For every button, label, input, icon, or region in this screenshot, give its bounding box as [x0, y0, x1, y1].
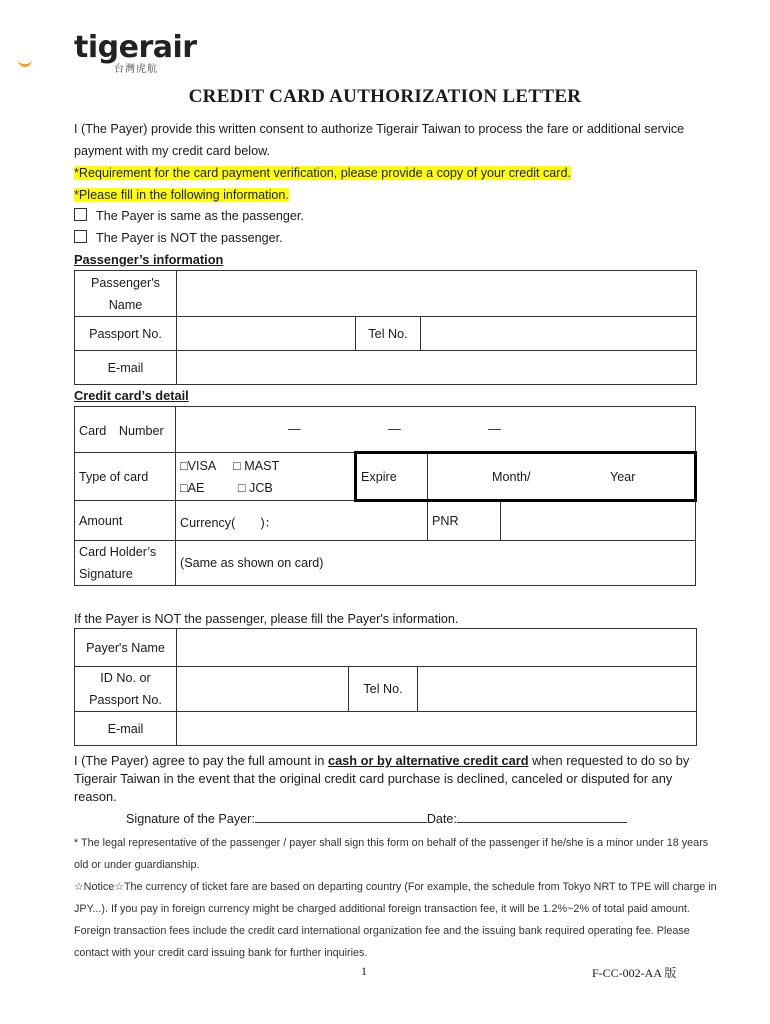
requirement-note	[74, 162, 714, 184]
card-type-jcb[interactable]: □ JCB	[237, 480, 273, 495]
intro-paragraph: I (The Payer) provide this written consent to authorize Tigerair Taiwan to process the fare or additional service payment with my credit card below.	[74, 122, 685, 158]
payer-email-field[interactable]	[177, 712, 697, 746]
payer-email-label: E-mail	[75, 712, 177, 746]
payer-same-label: The Payer is same as the passenger.	[96, 209, 304, 223]
payer-same-option[interactable]	[74, 206, 304, 226]
passenger-section-heading: Passenger’s information	[74, 252, 224, 267]
expire-field[interactable]	[428, 453, 696, 501]
card-number-sep-3: —	[488, 422, 501, 436]
currency-label: Currency( )：	[180, 515, 278, 530]
payer-info-table	[74, 628, 697, 746]
currency-notice: ☆Notice☆The currency of ticket fare are based on departing country (For example, the schedule from Tokyo NRT to TPE will charge in JPY...). If you pay in foreign currency might be charged additional foreign transaction fee, it will be 1.2%~2% of total paid amount. Foreign transaction fees include the credit card international organization fee and the issuing bank required operating fee. Please contact with your credit card issuing bank for further inquiries.	[74, 881, 717, 959]
logo-smile-mark	[18, 56, 32, 67]
page-title: CREDIT CARD AUTHORIZATION LETTER	[188, 86, 582, 107]
card-number-sep-1: —	[288, 422, 301, 436]
passenger-tel-label: Tel No.	[356, 317, 421, 351]
passenger-info-table	[74, 270, 697, 385]
amount-field[interactable]	[176, 501, 428, 541]
card-number-field[interactable]	[176, 407, 696, 453]
legal-footnote: * The legal representative of the passenger / payer shall sign this form on behalf of the passenger if he/she is a minor under 18 years old or under guardianship.	[74, 837, 709, 871]
payer-name-label: Payer's Name	[75, 629, 177, 667]
card-number-sep-2: —	[388, 422, 401, 436]
card-type-label: Type of card	[75, 453, 176, 501]
passport-no-field[interactable]	[177, 317, 356, 351]
payer-id-field[interactable]	[177, 667, 349, 712]
payer-tel-label: Tel No.	[349, 667, 418, 712]
agreement-paragraph	[74, 752, 714, 806]
form-code: F-CC-002-AA 版	[592, 966, 677, 980]
pnr-field[interactable]	[501, 501, 696, 541]
page-number: 1	[361, 964, 367, 978]
passenger-name-label: Passenger's Name	[75, 271, 177, 317]
fill-in-note-text: *Please fill in the following information.	[74, 188, 289, 202]
date-label: Date:	[426, 812, 457, 826]
card-number-label: Card Number	[75, 407, 176, 453]
payer-name-field[interactable]	[177, 629, 697, 667]
card-holder-signature-label: Card Holder’s Signature	[75, 541, 176, 586]
logo-subtitle: 台灣虎航	[114, 64, 158, 75]
passenger-name-field[interactable]	[177, 271, 697, 317]
agreement-before: I (The Payer) agree to pay the full amount in	[74, 753, 328, 768]
expire-year-label: Year	[610, 469, 636, 484]
payer-tel-field[interactable]	[418, 667, 697, 712]
payer-not-same-option[interactable]	[74, 228, 283, 248]
payer-signature-line	[126, 808, 686, 830]
payer-signature-label: Signature of the Payer:	[126, 812, 255, 826]
agreement-after: when requested to do so by Tigerair Taiwan in the event that the original credit card purchase is declined, canceled or disputed for any reason.	[74, 753, 690, 804]
payer-not-same-label: The Payer is NOT the passenger.	[96, 231, 283, 245]
tigerair-logo	[74, 30, 197, 75]
expire-label: Expire	[356, 453, 428, 501]
card-type-options[interactable]	[176, 453, 356, 501]
requirement-note-text: *Requirement for the card payment verification, please provide a copy of your credit card.	[74, 166, 572, 180]
signature-hint: (Same as shown on card)	[180, 556, 324, 570]
agreement-emphasis: cash or by alternative credit card	[327, 753, 529, 768]
passenger-email-field[interactable]	[177, 351, 697, 385]
payer-same-checkbox[interactable]	[74, 208, 87, 221]
passenger-email-label: E-mail	[75, 351, 177, 385]
credit-card-table	[74, 406, 697, 586]
payer-signature-field[interactable]	[255, 808, 427, 823]
fill-in-note	[74, 184, 714, 206]
payer-id-label: ID No. or Passport No.	[75, 667, 177, 712]
payer-section-heading: If the Payer is NOT the passenger, please fill the Payer's information.	[74, 612, 459, 626]
expire-month-label: Month/	[492, 469, 531, 484]
logo-wordmark: tigerair	[74, 30, 197, 65]
date-field[interactable]	[457, 808, 627, 823]
passport-no-label: Passport No.	[75, 317, 177, 351]
card-type-mast[interactable]: □ MAST	[233, 458, 280, 473]
card-section-heading: Credit card’s detail	[74, 388, 189, 403]
card-type-visa[interactable]: □VISA	[180, 458, 216, 473]
payer-not-same-checkbox[interactable]	[74, 230, 87, 243]
amount-label: Amount	[75, 501, 176, 541]
card-holder-signature-field[interactable]	[176, 541, 696, 586]
passenger-tel-field[interactable]	[421, 317, 697, 351]
card-type-ae[interactable]: □AE	[180, 480, 205, 495]
pnr-label: PNR	[428, 501, 501, 541]
